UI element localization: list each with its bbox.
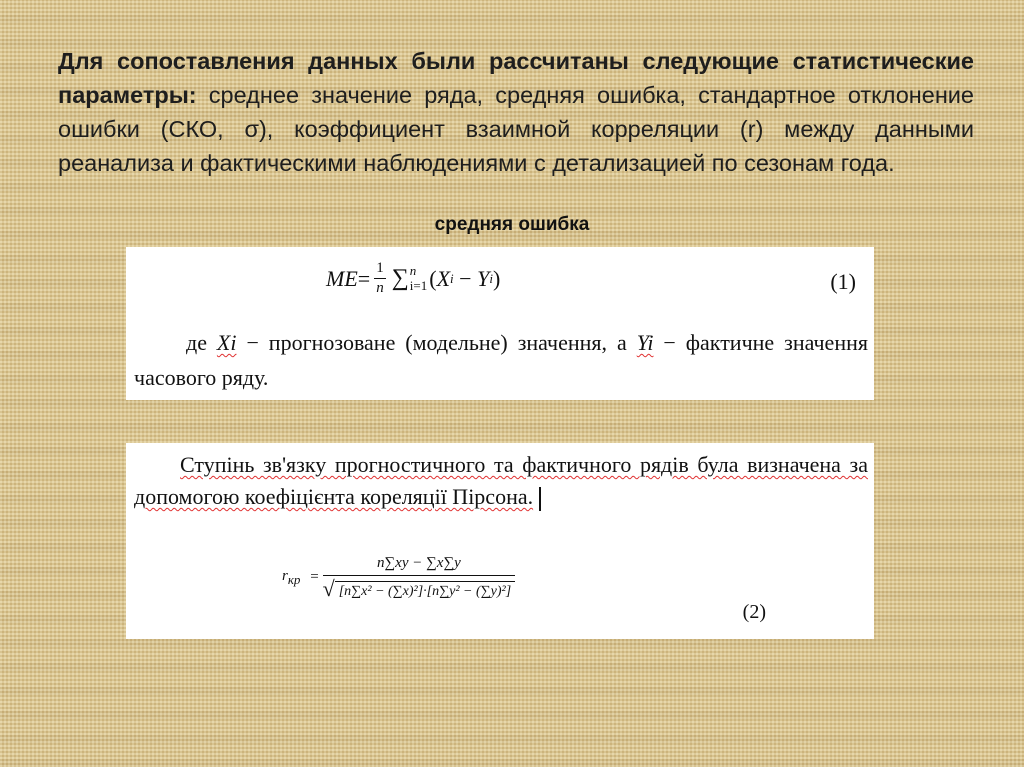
formula2-lhs xyxy=(282,568,300,588)
formula-pearson xyxy=(282,555,515,600)
sum-lower-limit: i=1 xyxy=(409,277,428,293)
sum-limits xyxy=(410,264,427,294)
formula1-lhs: ME xyxy=(326,265,358,291)
formula1-sum xyxy=(392,264,428,294)
pearson-text-line1: Ступінь зв'язку прогностичного та фактичного рядів була визначена за xyxy=(180,452,868,477)
formula1-equals: = xyxy=(357,265,371,291)
desc1-part3: − фактичне значення xyxy=(653,330,868,355)
intro-bold-text: Для сопоставления данных были рассчитаны следующие статистические параметры: xyxy=(58,48,974,108)
formula1-description-line1 xyxy=(186,323,868,363)
formula1-x-sub: i xyxy=(450,270,454,286)
pearson-text-line2 xyxy=(134,483,541,511)
formula-box-mean-error xyxy=(126,247,874,400)
desc1-xi: Xi xyxy=(216,330,237,355)
pearson-text-line2-content: допомогою коефіцієнта кореляції Пірсона. xyxy=(134,484,534,509)
text-cursor xyxy=(539,487,541,511)
desc1-part1: де xyxy=(186,330,217,355)
formula2-r-sub: кр xyxy=(287,571,301,587)
section-heading: средняя ошибка xyxy=(434,214,590,235)
formula-box-pearson xyxy=(126,443,874,639)
formula1-open-paren: ( xyxy=(429,265,437,291)
formula1-minus: − xyxy=(453,265,478,291)
formula1-x: X xyxy=(436,265,451,291)
radical-sign: √ xyxy=(322,576,335,601)
desc1-yi: Yi xyxy=(636,330,654,355)
formula2-numerator: n∑xy − ∑x∑y xyxy=(376,555,461,571)
formula1-frac-num: 1 xyxy=(374,261,386,279)
formula1-y-sub: i xyxy=(489,270,493,286)
formula1-fraction xyxy=(374,261,386,296)
formula2-denominator xyxy=(323,575,515,600)
equation-number-1: (1) xyxy=(830,269,856,294)
formula1-description-line2: часового ряду. xyxy=(134,365,269,390)
formula1-y: Y xyxy=(477,265,490,291)
formula1-close-paren: ) xyxy=(492,265,501,291)
intro-regular-text: среднее значение ряда, средняя ошибка, стандартное отклонение ошибки (СКО, σ), коэффициент взаимной корреляции (r) между данными реанализа и фактическими наблюдениями с детализацией по сезонам года. xyxy=(58,82,974,176)
sum-sign: ∑ xyxy=(391,265,409,291)
intro-paragraph xyxy=(58,44,974,180)
desc1-part2: − прогнозоване (модельне) значення, а xyxy=(236,330,637,355)
formula2-radicand: [n∑x² − (∑x)²]·[n∑y² − (∑y)²] xyxy=(335,581,515,600)
equation-number-2: (2) xyxy=(742,601,766,623)
formula2-r: r xyxy=(282,567,288,584)
formula-mean-error xyxy=(326,261,500,296)
formula2-fraction xyxy=(323,555,515,600)
sum-upper-limit: n xyxy=(409,262,417,278)
formula2-equals: = xyxy=(306,569,319,585)
formula1-frac-den: n xyxy=(376,280,384,296)
